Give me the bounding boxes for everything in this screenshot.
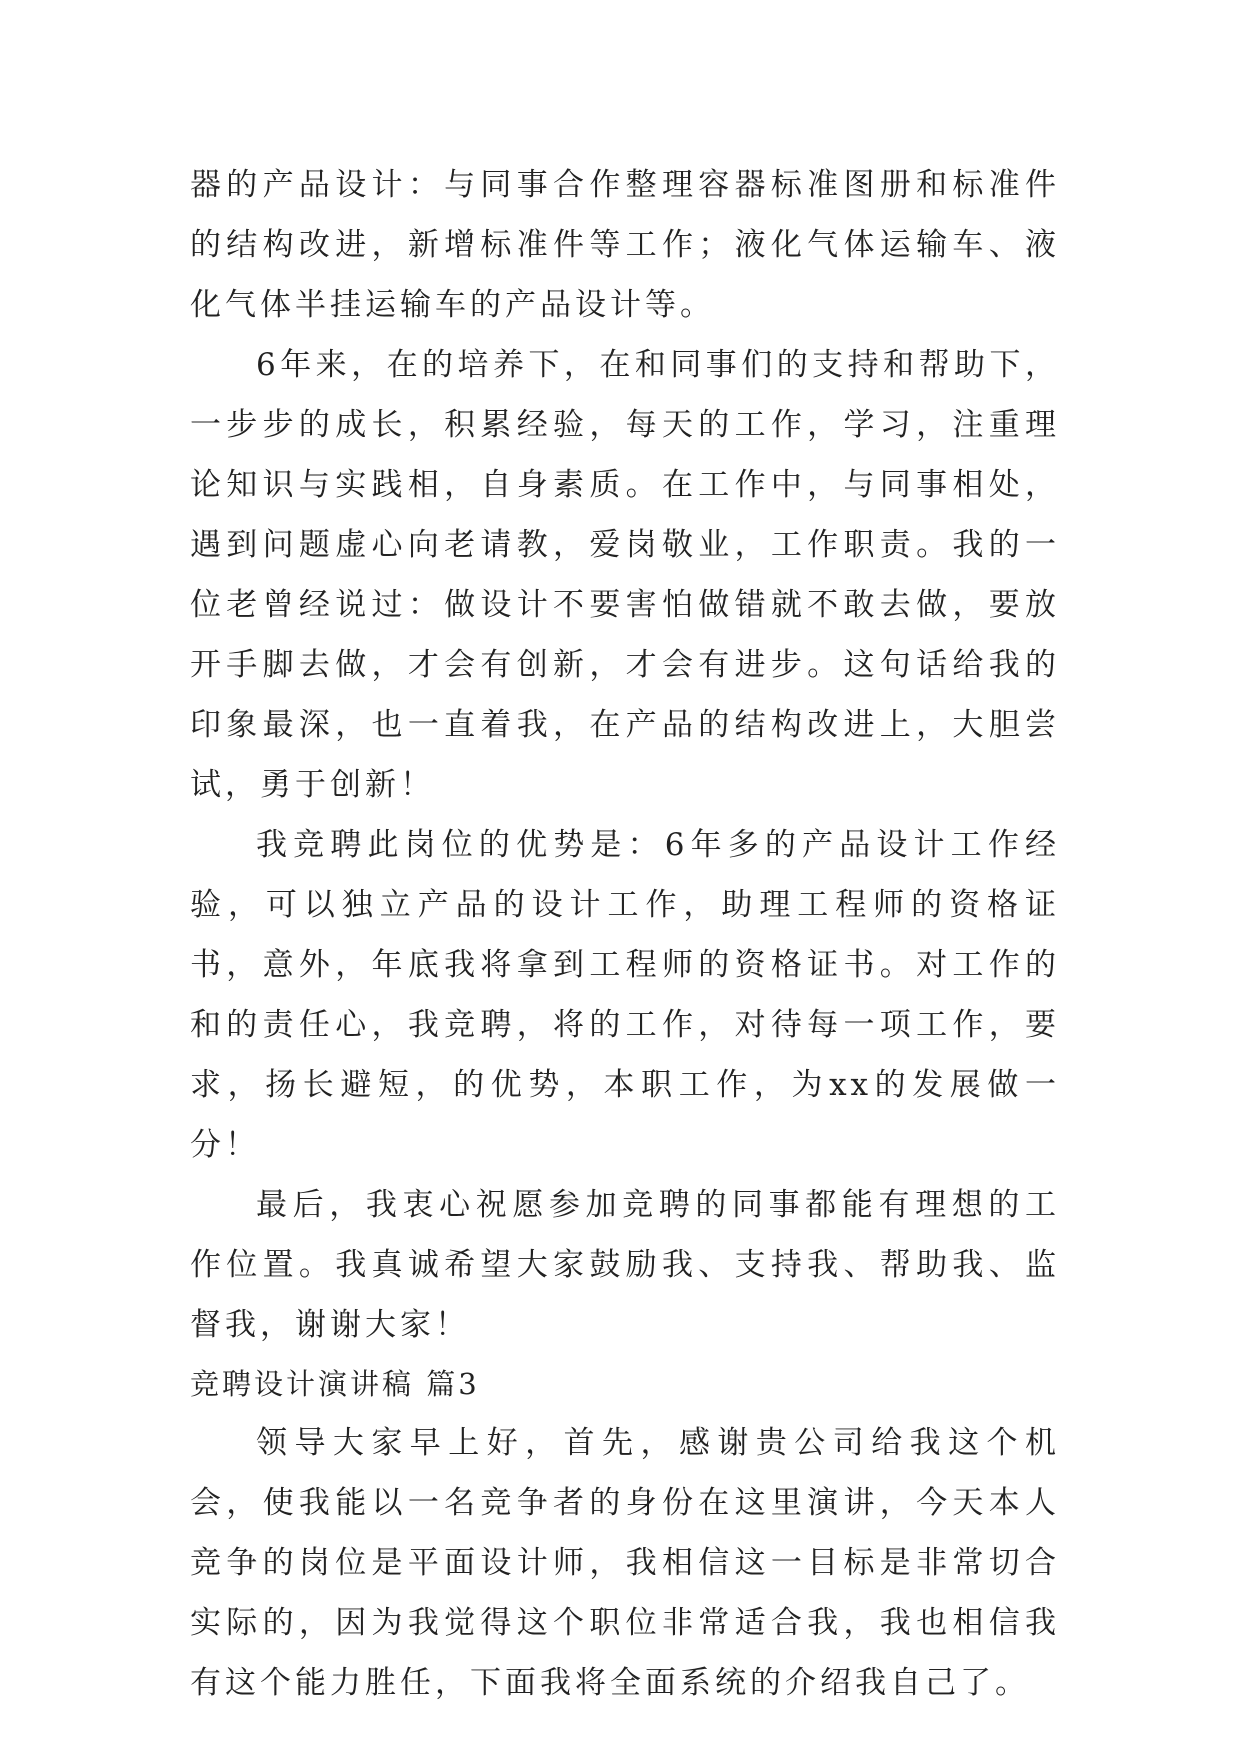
- paragraph-experience: 6年来，在的培养下，在和同事们的支持和帮助下，一步步的成长，积累经验，每天的工作，学习，注重理论知识与实践相，自身素质。在工作中，与同事相处，遇到问题虚心向老请教，爱岗敬业，工作职责。我的一位老曾经说过：做设计不要害怕做错就不敢去做，要放开手脚去做，才会有创新，才会有进步。这句话给我的印象最深，也一直着我，在产品的结构改进上，大胆尝试，勇于创新！: [190, 347, 1060, 803]
- document-body: [190, 155, 1060, 1713]
- paragraph-intro: 领导大家早上好，首先，感谢贵公司给我这个机会，使我能以一名竞争者的身份在这里演讲，今天本人竞争的岗位是平面设计师，我相信这一目标是非常切合实际的，因为我觉得这个职位非常适合我，我也相信我有这个能力胜任，下面我将全面系统的介绍我自己了。: [190, 1425, 1060, 1701]
- paragraph-closing: 最后，我衷心祝愿参加竞聘的同事都能有理想的工作位置。我真诚希望大家鼓励我、支持我、帮助我、监督我，谢谢大家！: [190, 1187, 1060, 1343]
- paragraph-continued: 器的产品设计：与同事合作整理容器标准图册和标准件的结构改进，新增标准件等工作；液化气体运输车、液化气体半挂运输车的产品设计等。: [190, 167, 1060, 323]
- section-heading: 竞聘设计演讲稿 篇3: [190, 1367, 480, 1401]
- paragraph-advantages: 我竞聘此岗位的优势是：6年多的产品设计工作经验，可以独立产品的设计工作，助理工程师的资格证书，意外，年底我将拿到工程师的资格证书。对工作的和的责任心，我竞聘，将的工作，对待每一项工作，要求，扬长避短，的优势，本职工作，为xx的发展做一分！: [190, 827, 1060, 1163]
